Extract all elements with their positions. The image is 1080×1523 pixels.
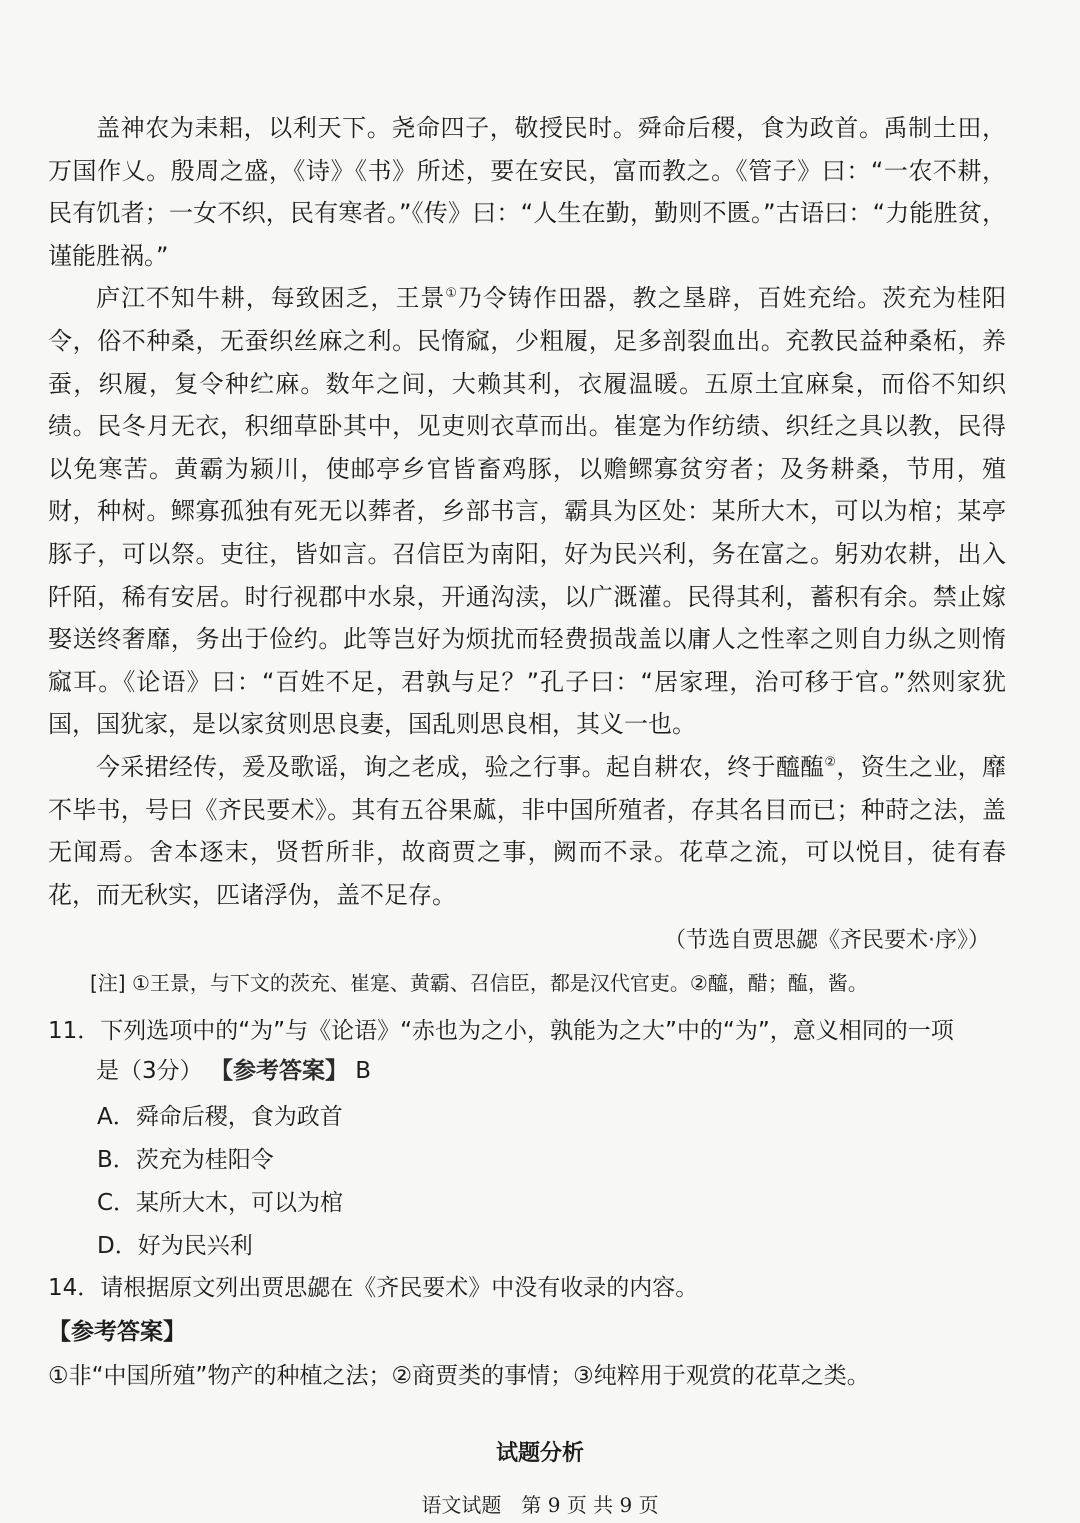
question-11-stem: 11．下列选项中的“为”与《论语》“赤也为之小，孰能为之大”中的“为”，意义相同的一项 [48,1018,954,1044]
reference-answer-label: 【参考答案】 [48,1319,186,1345]
option-d: D．好为民兴利 [97,1233,253,1259]
question-11-stem-line2 [48,1051,1028,1091]
passage-source: （节选自贾思勰《齐民要术·序》） [664,928,990,953]
option-c: C．某所大木，可以为棺 [97,1190,344,1216]
classical-passage [48,107,1006,916]
passage-paragraph-1: 盖神农为耒耜，以利天下。尧命四子，敬授民时。舜命后稷，食为政首。禹制土田，万国作乂。殷周之盛，《诗》《书》所述，要在安民，富而教之。《管子》曰：“一农不耕，民有饥者；一女不织，民有寒者。”《传》曰：“人生在勤，勤则不匮。”古语曰：“力能胜贫，谨能胜祸。” [48,114,1006,270]
page-footer: 语文试题 第 9 页 共 9 页 [421,1493,659,1517]
passage-paragraph-3 [48,746,1006,916]
question-11-score: 是（3分） [96,1058,203,1084]
passage-note: [注] ①王景，与下文的茨充、崔寔、黄霸、召信臣，都是汉代官吏。②醯，醋；醢，酱。 [90,971,868,995]
passage-paragraph-2 [48,277,1006,746]
answer-label: 【参考答案】 [209,1058,348,1084]
reference-answer-text: ①非“中国所殖”物产的种植之法；②商贾类的事情；③纯粹用于观赏的花草之类。 [48,1363,870,1389]
footnote-marker-1: ① [445,286,458,302]
passage-text: ，资生之业，靡不毕书，号曰《齐民要术》。其有五谷果蓏，非中国所殖者，存其名目而已；种莳之法，盖无闻焉。舍本逐末，贤哲所非，故商贾之事，阙而不录。花草之流，可以悦目，徒有春花，而无秋实，匹诸浮伪，盖不足存。 [48,752,1007,909]
option-a: A．舜命后稷，食为政首 [97,1104,343,1130]
question-11 [48,1011,1028,1091]
passage-text: 庐江不知牛耕，每致困乏，王景 [96,284,446,313]
answer-value: B [355,1058,372,1084]
footnote-marker-2: ② [824,754,837,770]
question-14: 14．请根据原文列出贾思勰在《齐民要术》中没有收录的内容。 [48,1275,699,1301]
passage-text: 乃令铸作田器，教之垦辟，百姓充给。茨充为桂阳令，俗不种桑，无蚕织丝麻之利。民惰窳，少粗履，足多剖裂血出。充教民益种桑柘，养蚕，织履，复令种纻麻。数年之间，大赖其利，衣履温暖。五原土宜麻枲，而俗不知织绩。民冬月无衣，积细草卧其中，见吏则衣草而出。崔寔为作纺绩、织纴之具以教，民得以免寒苦。黄霸为颍川，使邮亭乡官皆畜鸡豚，以赡鳏寡贫穷者；及务耕桑，节用，殖财，种树。鳏寡孤独有死无以葬者，乡部书言，霸具为区处：某所大木，可以为棺；某亭豚子，可以祭。吏往，皆如言。召信臣为南阳，好为民兴利，务在富之。躬劝农耕，出入阡陌，稀有安居。时行视郡中水泉，开通沟渎，以广溉灌。民得其利，蓄积有余。禁止嫁娶送终奢靡，务出于俭约。此等岂好为烦扰而轻费损哉盖以庸人之性率之则自力纵之则惰窳耳。《论语》曰：“百姓不足，君孰与足？”孔子曰：“居家理，治可移于官。”然则家犹国，国犹家，是以家贫则思良妻，国乱则思良相，其义一也。 [48,284,1007,739]
passage-text: 今采捃经传，爰及歌谣，询之老成，验之行事。起自耕农，终于醯醢 [96,752,825,781]
section-title: 试题分析 [495,1441,584,1466]
option-b: B．茨充为桂阳令 [97,1147,274,1173]
